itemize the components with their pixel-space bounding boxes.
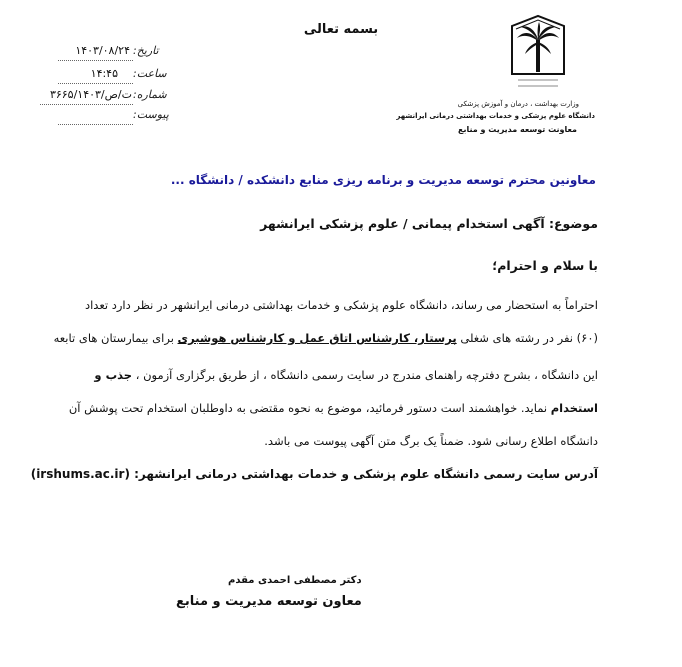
- greeting-line: با سلام و احترام؛: [492, 258, 598, 273]
- university-name: دانشگاه علوم پزشکی و خدمات بهداشتی درمانی ایرانشهر: [396, 112, 595, 120]
- date-label: تاریخ:: [133, 44, 159, 57]
- number-value: ۳۶۶۵/ت/ص/۱۴۰۳: [49, 88, 132, 101]
- basmala-heading: بسمه تعالی: [303, 22, 379, 37]
- attachment-label: پیوست:: [133, 108, 169, 121]
- date-value: ۱۴۰۳/۰۸/۲۴: [75, 44, 130, 57]
- university-logo: [508, 14, 568, 99]
- website-address-line: آدرس سایت رسمی دانشگاه علوم پزشکی و خدمات بهداشتی درمانی ایرانشهر: (irshums.ac.ir): [30, 467, 598, 481]
- recruitment-highlight-2: استخدام: [550, 401, 598, 415]
- date-dotted-line: [58, 60, 133, 61]
- number-label: شماره:: [133, 88, 167, 101]
- time-label: ساعت:: [133, 67, 167, 80]
- body-line-2-start: (۶۰) نفر در رشته های شغلی: [456, 331, 598, 345]
- signatory-name: دکتر مصطفی احمدی مقدم: [228, 575, 362, 586]
- body-line-4-end: نماید. خواهشمند است دستور فرمائید، موضوع به نحوه مقتضی به داوطلبان استخدام تحت پوشش آن: [68, 401, 551, 415]
- recruitment-highlight-1: جذب و: [94, 368, 133, 382]
- recipient-line: معاونین محترم توسعه مدیریت و برنامه ریزی منابع دانشکده / دانشگاه ...: [170, 173, 596, 187]
- body-line-3-start: این دانشگاه ، بشرح دفترچه راهنمای مندرج در سایت رسمی دانشگاه ، از طریق برگزاری آزمون ،: [132, 368, 598, 382]
- attachment-dotted-line: [58, 124, 133, 125]
- body-line-4: [68, 401, 598, 415]
- job-titles-highlight: پرستار، کارشناس اتاق عمل و کارشناس هوشبری: [177, 331, 457, 345]
- body-line-5: دانشگاه اطلاع رسانی شود. ضمناً یک برگ متن آگهی پیوست می باشد.: [264, 434, 598, 448]
- department-name: معاونت توسعه مدیریت و منابع: [457, 125, 577, 134]
- time-value: ۱۴:۴۵: [90, 67, 118, 80]
- body-line-2-end: برای بیمارستان های تابعه: [53, 331, 178, 345]
- body-line-2: [53, 331, 598, 345]
- palm-tree-emblem-icon: [508, 14, 568, 99]
- subject-line: موضوع: آگهی استخدام پیمانی / علوم پزشکی ایرانشهر: [260, 216, 598, 231]
- body-line-1: احتراماً به استحضار می رساند، دانشگاه علوم پزشکی و خدمات بهداشتی درمانی ایرانشهر در نظر دارد تعداد: [84, 298, 598, 312]
- signatory-title: معاون توسعه مدیریت و منابع: [176, 594, 362, 609]
- time-dotted-line: [58, 83, 133, 84]
- ministry-name: وزارت بهداشت ، درمان و آموزش پزشکی: [457, 100, 579, 108]
- number-dotted-line: [40, 104, 133, 105]
- body-line-3: [94, 368, 598, 382]
